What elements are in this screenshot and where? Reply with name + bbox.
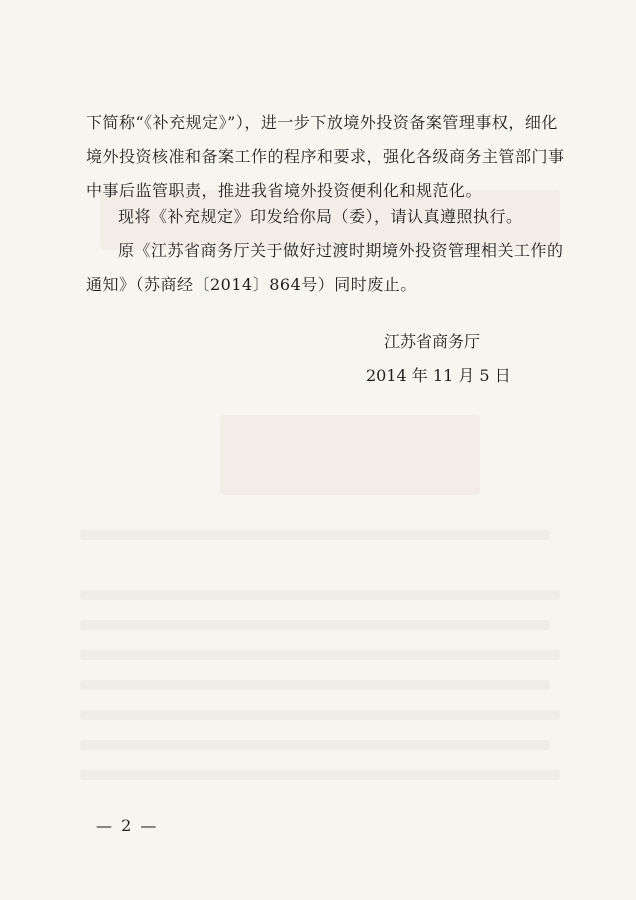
signature-organization: 江苏省商务厅 [384, 332, 481, 351]
body-paragraph-3: 原《江苏省商务厅关于做好过渡时期境外投资管理相关工作的通知》（苏商经〔2014〕864号）同时废止。 [86, 241, 564, 294]
body-paragraph-1: 下简称“《补充规定》”），进一步下放境外投资备案管理事权，细化境外投资核准和备案工作的程序和要求，强化各级商务主管部门事中事后监管职责，推进我省境外投资便利化和规范化。 [86, 113, 565, 200]
signature-date: 2014 年 11 月 5 日 [366, 366, 511, 385]
page-number: — 2 — [96, 816, 159, 835]
body-paragraph-2: 现将《补充规定》印发给你局（委），请认真遵照执行。 [118, 207, 523, 226]
